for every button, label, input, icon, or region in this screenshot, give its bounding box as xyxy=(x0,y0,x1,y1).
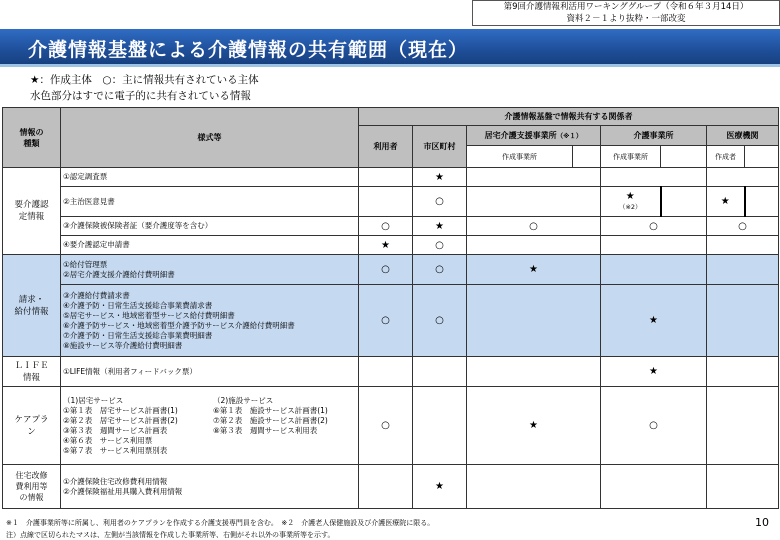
header-kaigo: 介護事業所 xyxy=(601,126,707,146)
source-note: 第9回介護情報利活用ワーキンググループ（令和６年３月14日） 資料２－１より抜粋・一部改変 xyxy=(472,0,780,26)
category-careplan: ケアプラ ン xyxy=(3,387,61,465)
header-form: 様式等 xyxy=(61,108,359,168)
form-jutaku: ①介護保険住宅改修費利用情報 ②介護保険福祉用具購入費利用情報 xyxy=(61,465,359,509)
form-careplan: （1)居宅サービス ①第１表 居宅サービス計画書(1) ②第２表 居宅サービス計画書(2) ③第３表 週間サービス計画表 ④第６表 サービス利用票 ⑤第７表 サービス利用票別表 （2)施設サービス ⑥第１表 施設サービス計画書(1) ⑦第２表 施設サービス計画書(2) ⑧第３表 週間サービス利用表 xyxy=(61,387,359,465)
header-iryo: 医療機関 xyxy=(707,126,779,146)
form-ninteichosa: ①認定調査票 xyxy=(61,168,359,187)
category-seikyu: 請求・ 給付情報 xyxy=(3,255,61,357)
header-group: 介護情報基盤で情報共有する関係者 xyxy=(359,108,779,126)
header-city: 市区町村 xyxy=(413,126,467,168)
header-type: 情報の 種類 xyxy=(3,108,61,168)
header-kyotaku: 居宅介護支援事業所（※１） xyxy=(467,126,601,146)
form-shinseisho: ④要介護認定申請書 xyxy=(61,236,359,255)
info-share-table: 情報の 種類 様式等 介護情報基盤で情報共有する関係者 利用者 市区町村 居宅介護支援事業所（※１） 介護事業所 医療機関 作成事業所 作成事業所 作成者 要介護認 定情報 ①認定調査票 ★ ②主治医意見書 ○ ★ （※2） ★ ③介護保険被保険者証（要介護度等を含む） ○ ★ ○ ○ ○ ④要介護認定申請書 ★ ○ 請求・ 給付情報 ①給付管理票 ②居宅介護支援介護給付費明細書 ○ ○ ★ ③介護給付費請求書 ④介護予防・日常生活支援総合事業費請求書 ⑤居宅サービス・地域密着型サービス給付費明細書 ⑥介護予防サービス・地域密着型介護予防サービス介護給付費明細書 ⑦介護予防・日常生活支援総合事業費明細書 ⑧施設サービス等介護給付費明細書 ○ ○ ★ ＬＩＦＥ 情報 ①LIFE情報（利用者フィードバック票） ★ ケアプラ ン （1)居宅サービス ①第１表 居宅サービス計画書(1) ②第２表 居宅サービス計画書(2) ③第３表 週間サービス計画表 ④第６表 サービス利用票 ⑤第７表 サービス利用票別表 （2)施設サービス ⑥第１表 施設サービス計画書(1) ⑦第２表 施設サービス計画書(2) ⑧第３表 週間サービス利用表 ○ ★ ○ 住宅改修 費利用等 の情報 ①介護保険住宅改修費利用情報 ②介護保険福祉用具購入費利用情報 ★ xyxy=(2,107,779,509)
category-jutaku: 住宅改修 費利用等 の情報 xyxy=(3,465,61,509)
title-bar xyxy=(0,29,780,67)
form-hihokensha: ③介護保険被保険者証（要介護度等を含む） xyxy=(61,217,359,236)
page-title: 介護情報基盤による介護情報の共有範囲（現在） xyxy=(28,39,469,61)
form-ikensho: ②主治医意見書 xyxy=(61,187,359,217)
footnote-1: ※１ 介護事業所等に所属し、利用者のケアプランを作成する介護支援専門員を含む。 ※２ 介護老人保健施設及び介護医療院に限る。 xyxy=(6,519,435,527)
form-kyufukanri: ①給付管理票 ②居宅介護支援介護給付費明細書 xyxy=(61,255,359,285)
legend-color: 水色部分はすでに電子的に共有されている情報 xyxy=(30,90,251,102)
form-life: ①LIFE情報（利用者フィードバック票） xyxy=(61,357,359,387)
category-nintei: 要介護認 定情報 xyxy=(3,168,61,255)
header-user: 利用者 xyxy=(359,126,413,168)
form-seikyusho: ③介護給付費請求書 ④介護予防・日常生活支援総合事業費請求書 ⑤居宅サービス・地域密着型サービス給付費明細書 ⑥介護予防サービス・地域密着型介護予防サービス介護給付費明細書 ⑦介護予防・日常生活支援総合事業費明細書 ⑧施設サービス等介護給付費明細書 xyxy=(61,285,359,357)
sub-kyotaku-creator: 作成事業所 xyxy=(467,146,573,168)
category-life: ＬＩＦＥ 情報 xyxy=(3,357,61,387)
footnote-2: 注）点線で区切られたマスは、左側が当該情報を作成した事業所等、右側がそれ以外の事業所等を示す。 xyxy=(6,531,335,539)
sub-iryo-creator: 作成者 xyxy=(707,146,745,168)
sub-kaigo-creator: 作成事業所 xyxy=(601,146,661,168)
page-number: 10 xyxy=(755,516,769,529)
legend-marks: ★：作成主体 ○：主に情報共有されている主体 xyxy=(30,74,259,86)
